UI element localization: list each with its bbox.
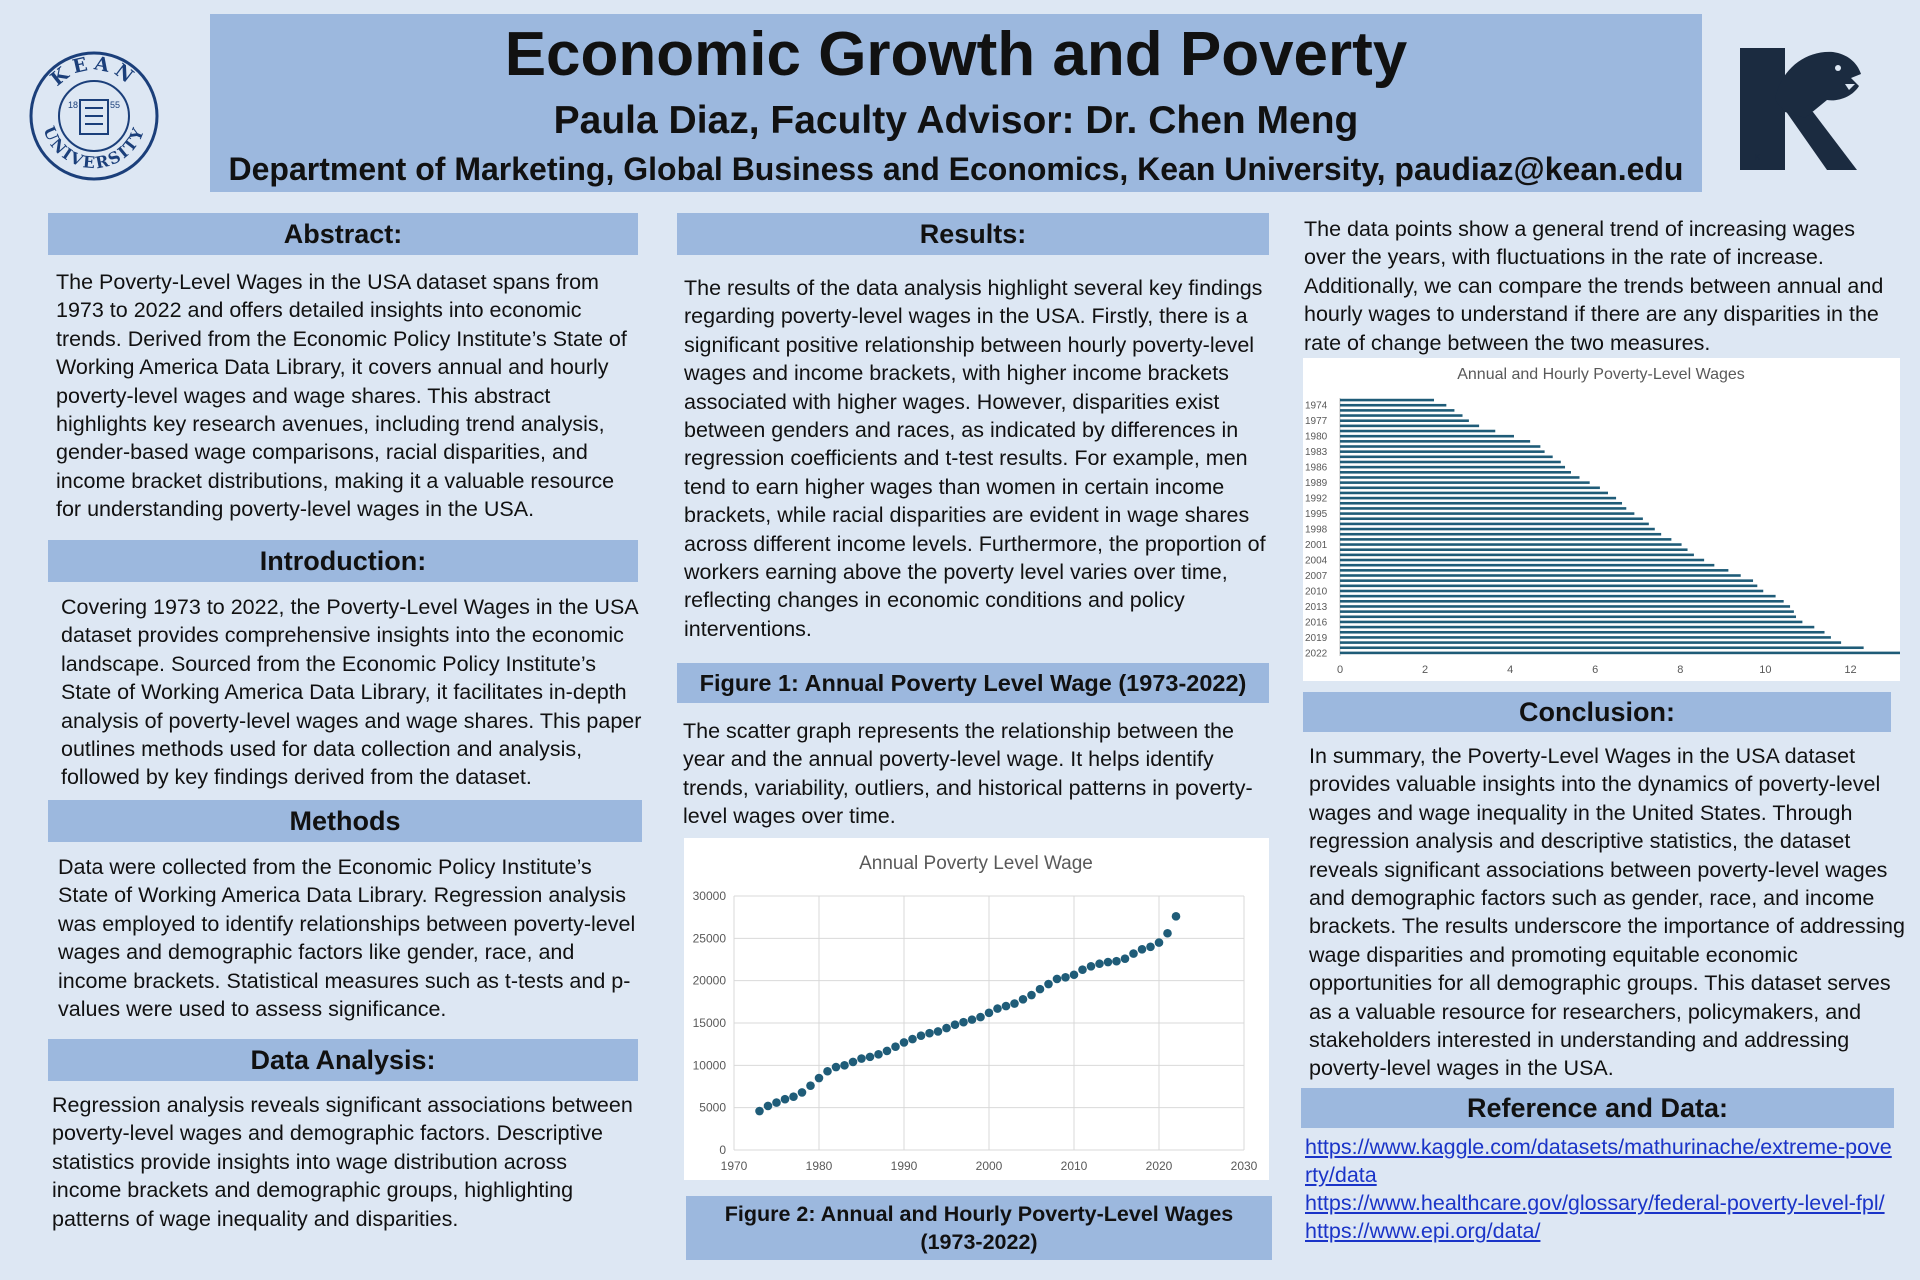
chart2-bar [1340, 615, 1796, 618]
methods-text: Data were collected from the Economic Policy Institute’s State of Working America Data Library. Regression analysis was employed to identify relationships between poverty-level wages and demographic factors like gender, race, and income brackets. Statistical measures such as t-tests and p-values were used to assess significance. [58, 855, 636, 1022]
chart2-bar [1340, 466, 1565, 469]
chart1-data-point [849, 1058, 858, 1067]
chart2-bar [1340, 497, 1616, 500]
chart2-bar [1340, 414, 1463, 417]
chart2-bar [1340, 517, 1643, 520]
chart2-bar [1340, 564, 1714, 567]
chart2-category-label: 1986 [1305, 462, 1328, 474]
kean-university-seal-logo [28, 50, 160, 182]
chart2-bar [1340, 476, 1579, 479]
chart1-data-point [781, 1095, 790, 1104]
chart1-data-point [857, 1054, 866, 1063]
chart2-bar [1340, 610, 1794, 613]
chart2-bar [1340, 512, 1634, 515]
chart1-data-point [934, 1027, 943, 1036]
chart1-data-point [866, 1053, 875, 1062]
chart2-bar [1340, 481, 1590, 484]
figure2-chart-panel [1303, 358, 1900, 681]
chart1-data-point [1010, 999, 1019, 1008]
chart2-x-tick-label: 10 [1759, 664, 1772, 676]
chart2-x-tick-label: 12 [1844, 664, 1857, 676]
figure2-caption-line2: (1973-2022) [920, 1230, 1038, 1254]
chart1-data-point [942, 1024, 951, 1033]
seal-top-text: KEAN [46, 52, 142, 91]
chart2-bar [1340, 579, 1753, 582]
chart2-bar [1340, 471, 1571, 474]
chart1-data-point [1121, 954, 1130, 963]
chart2-bar [1340, 404, 1446, 407]
logo-letter: K [1755, 153, 1761, 162]
chart1-data-point [874, 1050, 883, 1059]
svg-text:KEAN [46, 52, 141, 90]
references-list [1305, 1133, 1895, 1245]
seal-year-left: 18 [67, 100, 79, 110]
results-text: The results of the data analysis highlight several key findings regarding poverty-level wages in the USA. Firstly, there is a significant positive relationship between hourly poverty-level wages and income brackets, with higher income brackets associated with higher wages. However, disparities exist between genders and races, as indicated by differences in regression coefficients and t-test results. For example, men tend to earn higher wages than women in certain income brackets, while racial disparities are evident in wage shares across different income levels. Furthermore, the proportion of workers earning above the poverty level varies over time, reflecting changes in economic conditions and policy interventions. [684, 276, 1266, 641]
figure1-caption: Figure 1: Annual Poverty Level Wage (1973-2022) [677, 663, 1269, 703]
abstract-heading: Abstract: [48, 213, 638, 255]
chart2-bar [1340, 590, 1763, 593]
reference-link-epi[interactable]: https://www.epi.org/data/ [1305, 1219, 1541, 1243]
chart1-data-point [1036, 985, 1045, 994]
chart1-data-point [908, 1035, 917, 1044]
figure2-caption [686, 1196, 1272, 1260]
chart2-bar [1340, 569, 1728, 572]
chart1-data-point [772, 1098, 781, 1107]
chart1-y-tick-label: 10000 [692, 1058, 726, 1073]
chart1-data-point [1053, 975, 1062, 984]
chart2-category-label: 2001 [1305, 540, 1328, 552]
chart1-data-point [968, 1015, 977, 1024]
chart1-data-point [1027, 991, 1036, 1000]
chart1-data-point [815, 1074, 824, 1083]
chart2-x-tick-label: 4 [1507, 664, 1514, 676]
chart1-data-point [840, 1061, 849, 1070]
poster-authors: Paula Diaz, Faculty Advisor: Dr. Chen Meng [553, 99, 1359, 142]
chart2-bar [1340, 595, 1776, 598]
chart1-data-point [823, 1067, 832, 1076]
chart2-bar [1340, 409, 1454, 412]
chart1-x-tick-label: 1990 [890, 1159, 918, 1173]
chart1-data-point [1095, 959, 1104, 968]
chart2-bar [1340, 538, 1671, 541]
chart2-bar [1340, 492, 1608, 495]
data-analysis-heading: Data Analysis: [48, 1039, 638, 1081]
chart1-data-point [1155, 938, 1164, 947]
chart1-data-point [951, 1020, 960, 1029]
chart2-category-label: 2016 [1305, 617, 1328, 629]
chart1-data-point [1104, 958, 1113, 967]
chart2-category-label: 2022 [1305, 648, 1328, 660]
chart1-y-tick-label: 30000 [692, 889, 726, 903]
chart2-bar [1340, 574, 1741, 577]
chart2-category-label: 2013 [1305, 601, 1328, 613]
chart2-bar [1340, 621, 1802, 624]
chart2-bar [1340, 419, 1469, 422]
chart2-bar [1340, 533, 1661, 536]
chart2-bar [1340, 554, 1694, 557]
chart1-y-tick-label: 15000 [692, 1016, 726, 1030]
chart1-data-point [900, 1038, 909, 1047]
chart1-data-point [1019, 995, 1028, 1004]
chart2-category-label: 1992 [1305, 493, 1328, 505]
annual-poverty-wage-scatter-chart [684, 838, 1269, 1180]
figure1-description: The scatter graph represents the relationship between the year and the annual poverty-level wage. It helps identify trends, variability, outliers, and historical patterns in poverty-level wages over time. [683, 719, 1253, 829]
chart2-bar [1340, 523, 1649, 526]
chart1-y-tick-label: 0 [719, 1143, 726, 1157]
chart2-bar [1340, 548, 1688, 551]
poster-title: Economic Growth and Poverty [504, 20, 1408, 89]
introduction-text: Covering 1973 to 2022, the Poverty-Level Wages in the USA dataset provides comprehensive insights into the economic landscape. Sourced from the Economic Policy Institute’s State of Working America Data Library, it facilitates in-depth analysis of poverty-level wages and wage shares. This paper outlines methods used for data collection and analysis, followed by key findings derived from the dataset. [61, 595, 642, 790]
figure1-chart-panel [684, 838, 1269, 1180]
chart1-x-tick-label: 2020 [1145, 1159, 1173, 1173]
chart2-bar [1340, 450, 1545, 453]
figure2-description: The data points show a general trend of increasing wages over the years, with fluctuations in the rate of increase. Additionally, we can compare the trends between annual and hourly wages to understand if there are any disparities in the rate of change between the two measures. [1304, 217, 1884, 355]
chart1-data-point [1070, 970, 1079, 979]
chart2-bar [1340, 528, 1655, 531]
data-analysis-text: Regression analysis reveals significant associations between poverty-level wages and demographic factors. Descriptive statistics provide insights into wage distribution across income brackets and demographic groups, highlighting patterns of wage inequality and disparities. [52, 1093, 633, 1231]
chart2-bar [1340, 636, 1831, 639]
chart2-bar [1340, 585, 1757, 588]
chart2-category-label: 2004 [1305, 555, 1328, 567]
chart1-data-point [1138, 945, 1147, 954]
chart1-data-point [789, 1092, 798, 1101]
chart1-data-point [1163, 929, 1172, 938]
reference-link-kaggle[interactable]: https://www.kaggle.com/datasets/mathurinache/extreme-poverty/data [1305, 1135, 1892, 1187]
chart1-x-tick-label: 2000 [975, 1159, 1003, 1173]
chart2-bar [1340, 559, 1704, 562]
chart1-data-point [1172, 912, 1181, 921]
chart1-x-tick-label: 2010 [1060, 1159, 1088, 1173]
chart1-data-point [1146, 943, 1155, 952]
chart1-y-tick-label: 20000 [692, 973, 726, 988]
abstract-text: The Poverty-Level Wages in the USA dataset spans from 1973 to 2022 and offers detailed insights into economic trends. Derived from the Economic Policy Institute’s State of Working America Data Library, it covers annual and hourly poverty-level wages and wage shares. This abstract highlights key research avenues, including trend analysis, gender-based wage comparisons, racial disparities, and income bracket distributions, making it a valuable resource for understanding poverty-level wages in the USA. [56, 270, 627, 522]
chart1-x-tick-label: 1980 [805, 1159, 833, 1173]
results-heading: Results: [677, 213, 1269, 255]
chart2-bar [1340, 440, 1530, 443]
chart1-data-point [1129, 949, 1138, 958]
chart2-bar [1340, 507, 1626, 510]
chart1-data-point [832, 1063, 841, 1072]
chart2-bar [1340, 652, 1900, 655]
seal-bottom-text: UNIVERSITY [39, 123, 149, 173]
introduction-heading: Introduction: [48, 540, 638, 582]
poster-department: Department of Marketing, Global Business and Economics, Kean University, paudiaz@kean.edu [228, 151, 1684, 187]
chart1-data-point [798, 1088, 807, 1097]
chart1-y-tick-label: 5000 [699, 1100, 726, 1115]
chart2-bar [1340, 435, 1514, 438]
chart2-category-label: 1974 [1305, 400, 1328, 412]
chart1-data-point [806, 1081, 815, 1090]
chart1-data-point [925, 1029, 934, 1038]
chart1-data-point [959, 1018, 968, 1027]
chart2-x-tick-label: 6 [1592, 664, 1599, 676]
chart2-title: Annual and Hourly Poverty-Level Wages [1457, 366, 1745, 383]
seal-year-right: 55 [109, 100, 121, 110]
chart2-bar [1340, 600, 1784, 603]
chart2-bar [1340, 631, 1825, 634]
figure2-caption-line1: Figure 2: Annual and Hourly Poverty-Level Wages [724, 1202, 1234, 1226]
chart1-title: Annual Poverty Level Wage [859, 853, 1093, 874]
chart2-category-label: 1995 [1305, 509, 1328, 521]
chart1-data-point [1044, 980, 1053, 989]
chart1-data-point [764, 1102, 773, 1111]
chart2-bar [1340, 646, 1864, 649]
chart2-category-label: 2007 [1305, 571, 1328, 583]
chart2-bar [1340, 445, 1540, 448]
chart1-data-point [976, 1013, 985, 1022]
chart2-bar [1340, 456, 1553, 459]
chart2-x-tick-label: 2 [1422, 664, 1429, 676]
chart1-data-point [1002, 1002, 1011, 1011]
chart2-category-label: 1977 [1305, 416, 1328, 428]
chart1-data-point [993, 1004, 1002, 1013]
chart2-category-label: 1983 [1305, 447, 1328, 459]
chart1-data-point [1061, 973, 1070, 982]
chart2-bar [1340, 430, 1495, 433]
chart1-data-point [917, 1031, 926, 1040]
chart1-data-point [883, 1047, 892, 1056]
chart2-x-tick-label: 0 [1336, 664, 1344, 676]
conclusion-text: In summary, the Poverty-Level Wages in the USA dataset provides valuable insights into the dynamics of poverty-level wages and wage inequality in the United States. Through regression analysis and descriptive statistics, the dataset reveals significant associations between poverty-level wages and demographic factors such as gender, race, and income brackets. The results underscore the importance of addressing wage disparities and promoting equitable economic opportunities for all demographic groups. This dataset serves as a valuable resource for researchers, policymakers, and stakeholders interested in understanding and addressing poverty-level wages in the USA. [1309, 744, 1905, 1081]
chart1-x-tick-label: 1970 [720, 1159, 748, 1173]
methods-heading: Methods [48, 800, 642, 842]
chart1-data-point [1112, 957, 1121, 966]
conclusion-heading: Conclusion: [1303, 692, 1891, 732]
chart2-bar [1340, 543, 1682, 546]
chart2-bar [1340, 641, 1841, 644]
reference-link-healthcare[interactable]: https://www.healthcare.gov/glossary/federal-poverty-level-fpl/ [1305, 1191, 1885, 1215]
chart2-bar [1340, 399, 1434, 402]
chart2-bar [1340, 605, 1790, 608]
chart1-x-tick-label: 2030 [1230, 1159, 1258, 1173]
chart1-data-point [1087, 962, 1096, 971]
chart2-category-label: 1989 [1305, 478, 1328, 490]
annual-hourly-poverty-wage-bar-chart [1303, 358, 1900, 681]
chart2-category-label: 2019 [1305, 632, 1328, 644]
chart2-category-label: 1998 [1305, 524, 1328, 536]
chart1-data-point [985, 1009, 994, 1018]
references-heading: Reference and Data: [1301, 1088, 1894, 1128]
chart1-data-point [755, 1107, 764, 1116]
chart2-bar [1340, 461, 1561, 464]
kean-cougar-k-logo [1735, 40, 1865, 180]
chart2-bar [1340, 425, 1479, 428]
chart1-data-point [891, 1042, 900, 1051]
chart2-category-label: 1980 [1305, 431, 1328, 443]
chart2-bar [1340, 486, 1600, 489]
chart1-data-point [1078, 965, 1087, 974]
chart1-y-tick-label: 25000 [692, 931, 726, 946]
chart2-category-label: 2010 [1305, 586, 1328, 598]
chart2-bar [1340, 626, 1814, 629]
chart2-bar [1340, 502, 1622, 505]
chart2-x-tick-label: 8 [1677, 664, 1684, 676]
